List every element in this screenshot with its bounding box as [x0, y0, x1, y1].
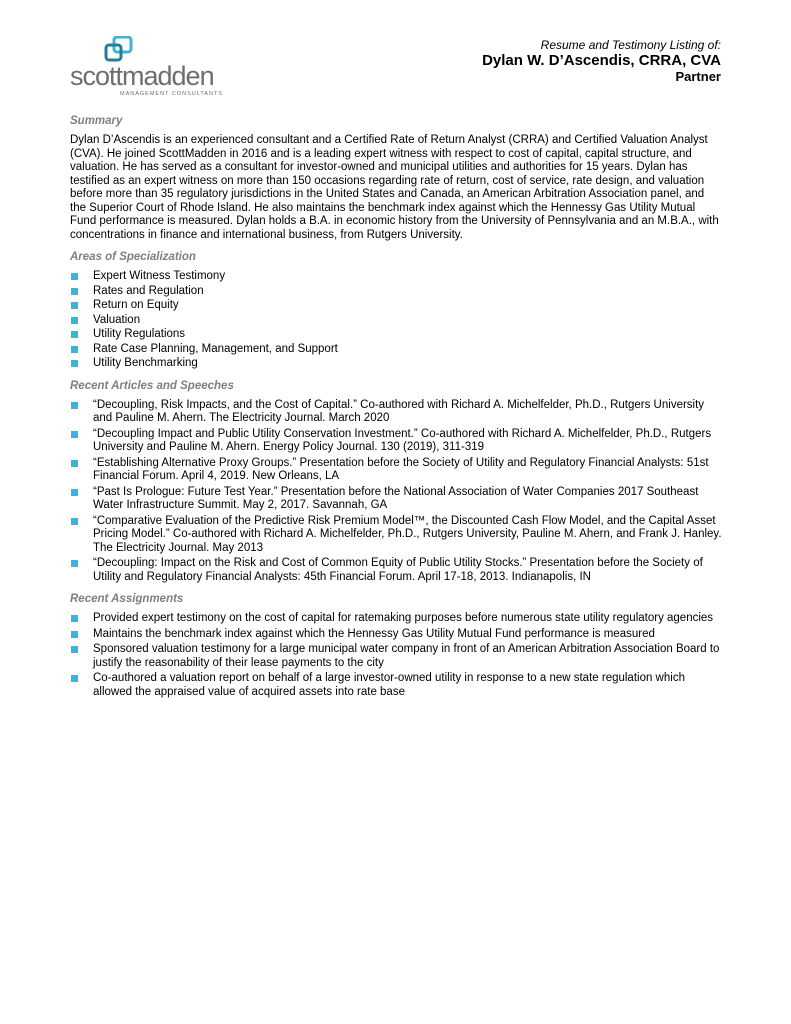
square-bullet-icon: [71, 489, 78, 496]
logo-tagline: MANAGEMENT CONSULTANTS: [120, 91, 223, 97]
square-bullet-icon: [71, 675, 78, 682]
logo-wordmark: scottmadden: [70, 61, 214, 91]
list-item: Sponsored valuation testimony for a large municipal water company in front of an American Arbitration Association Board to justify the reasonability of their lease payments to the city: [70, 643, 722, 670]
square-bullet-icon: [71, 317, 78, 324]
list-item: Maintains the benchmark index against which the Hennessy Gas Utility Mutual Fund performance is measured: [70, 628, 722, 642]
header-listing-label: Resume and Testimony Listing of:: [540, 38, 721, 52]
articles-list: [70, 399, 722, 585]
specialization-title: Areas of Specialization: [70, 251, 196, 263]
specialization-list: [70, 270, 722, 371]
logo-mark-icon: [104, 36, 134, 62]
square-bullet-icon: [71, 460, 78, 467]
square-bullet-icon: [71, 273, 78, 280]
list-item: Expert Witness Testimony: [70, 270, 722, 284]
square-bullet-icon: [71, 431, 78, 438]
list-item: Valuation: [70, 314, 722, 328]
list-item: Return on Equity: [70, 299, 722, 313]
list-item: Provided expert testimony on the cost of capital for ratemaking purposes before numerous state utility regulatory agencies: [70, 612, 722, 626]
square-bullet-icon: [71, 560, 78, 567]
square-bullet-icon: [71, 360, 78, 367]
square-bullet-icon: [71, 518, 78, 525]
summary-title: Summary: [70, 115, 123, 127]
list-item: “Past Is Prologue: Future Test Year.” Presentation before the National Association of Water Companies 2017 Southeast Water Infrastructure Summit. May 2, 2017. Savannah, GA: [70, 486, 722, 513]
assignments-list: [70, 612, 722, 699]
assignments-title: Recent Assignments: [70, 593, 184, 605]
list-item: Rate Case Planning, Management, and Support: [70, 343, 722, 357]
person-role: Partner: [675, 69, 721, 84]
list-item: Utility Regulations: [70, 328, 722, 342]
document-header: [482, 38, 721, 85]
list-item: Utility Benchmarking: [70, 357, 722, 371]
square-bullet-icon: [71, 331, 78, 338]
articles-title: Recent Articles and Speeches: [70, 379, 234, 392]
list-item: “Decoupling, Risk Impacts, and the Cost of Capital.” Co-authored with Richard A. Michelfelder, Ph.D., Rutgers University and Pauline M. Ahern. The Electricity Journal. March 2020: [70, 399, 722, 426]
square-bullet-icon: [71, 402, 78, 409]
resume-content: [70, 114, 722, 707]
company-logo: [70, 36, 223, 98]
summary-text: Dylan D’Ascendis is an experienced consultant and a Certified Rate of Return Analyst (CRRA) and Certified Valuation Analyst (CVA). He joined ScottMadden in 2016 and is a leading expert witness with respect to cost of capital, capital structure, and valuation. He has served as a consultant for investor-owned and municipal utilities and authorities for 15 years. Dylan has testified as an expert witness on more than 150 occasions regarding rate of return, cost of service, rate design, and valuation before more than 35 regulatory jurisdictions in the United States and Canada, an American Arbitration Association panel, and the Superior Court of Rhode Island. He also maintains the benchmark index against which the Hennessy Gas Utility Mutual Fund performance is measured. Dylan holds a B.A. in economic history from the University of Pennsylvania and an M.B.A., with concentrations in finance and international business, from Rutgers University.: [70, 134, 719, 241]
square-bullet-icon: [71, 346, 78, 353]
list-item: Rates and Regulation: [70, 285, 722, 299]
list-item: “Decoupling: Impact on the Risk and Cost of Common Equity of Public Utility Stocks.” Presentation before the Society of Utility and Regulatory Financial Analysts: 45th Financial Forum. April 17-18, 2013. Indianapolis, IN: [70, 557, 722, 584]
square-bullet-icon: [71, 615, 78, 622]
square-bullet-icon: [71, 631, 78, 638]
square-bullet-icon: [71, 288, 78, 295]
list-item: “Establishing Alternative Proxy Groups.” Presentation before the Society of Utility and Regulatory Financial Analysts: 51st Financial Forum. April 4, 2019. New Orleans, LA: [70, 457, 722, 484]
square-bullet-icon: [71, 646, 78, 653]
list-item: “Comparative Evaluation of the Predictive Risk Premium Model™, the Discounted Cash Flow Model, and the Capital Asset Pricing Model.” Co-authored with Richard A. Michelfelder, Ph.D., Rutgers University, Pauline M. Ahern, and Frank J. Hanley. The Electricity Journal. May 2013: [70, 515, 722, 556]
list-item: “Decoupling Impact and Public Utility Conservation Investment.” Co-authored with Richard A. Michelfelder, Ph.D., Rutgers University and Pauline M. Ahern. Energy Policy Journal. 130 (2019), 311-319: [70, 428, 722, 455]
person-name: Dylan W. D’Ascendis, CRRA, CVA: [482, 52, 721, 69]
square-bullet-icon: [71, 302, 78, 309]
list-item: Co-authored a valuation report on behalf of a large investor-owned utility in response to a new state regulation which allowed the appraised value of acquired assets into rate base: [70, 672, 722, 699]
